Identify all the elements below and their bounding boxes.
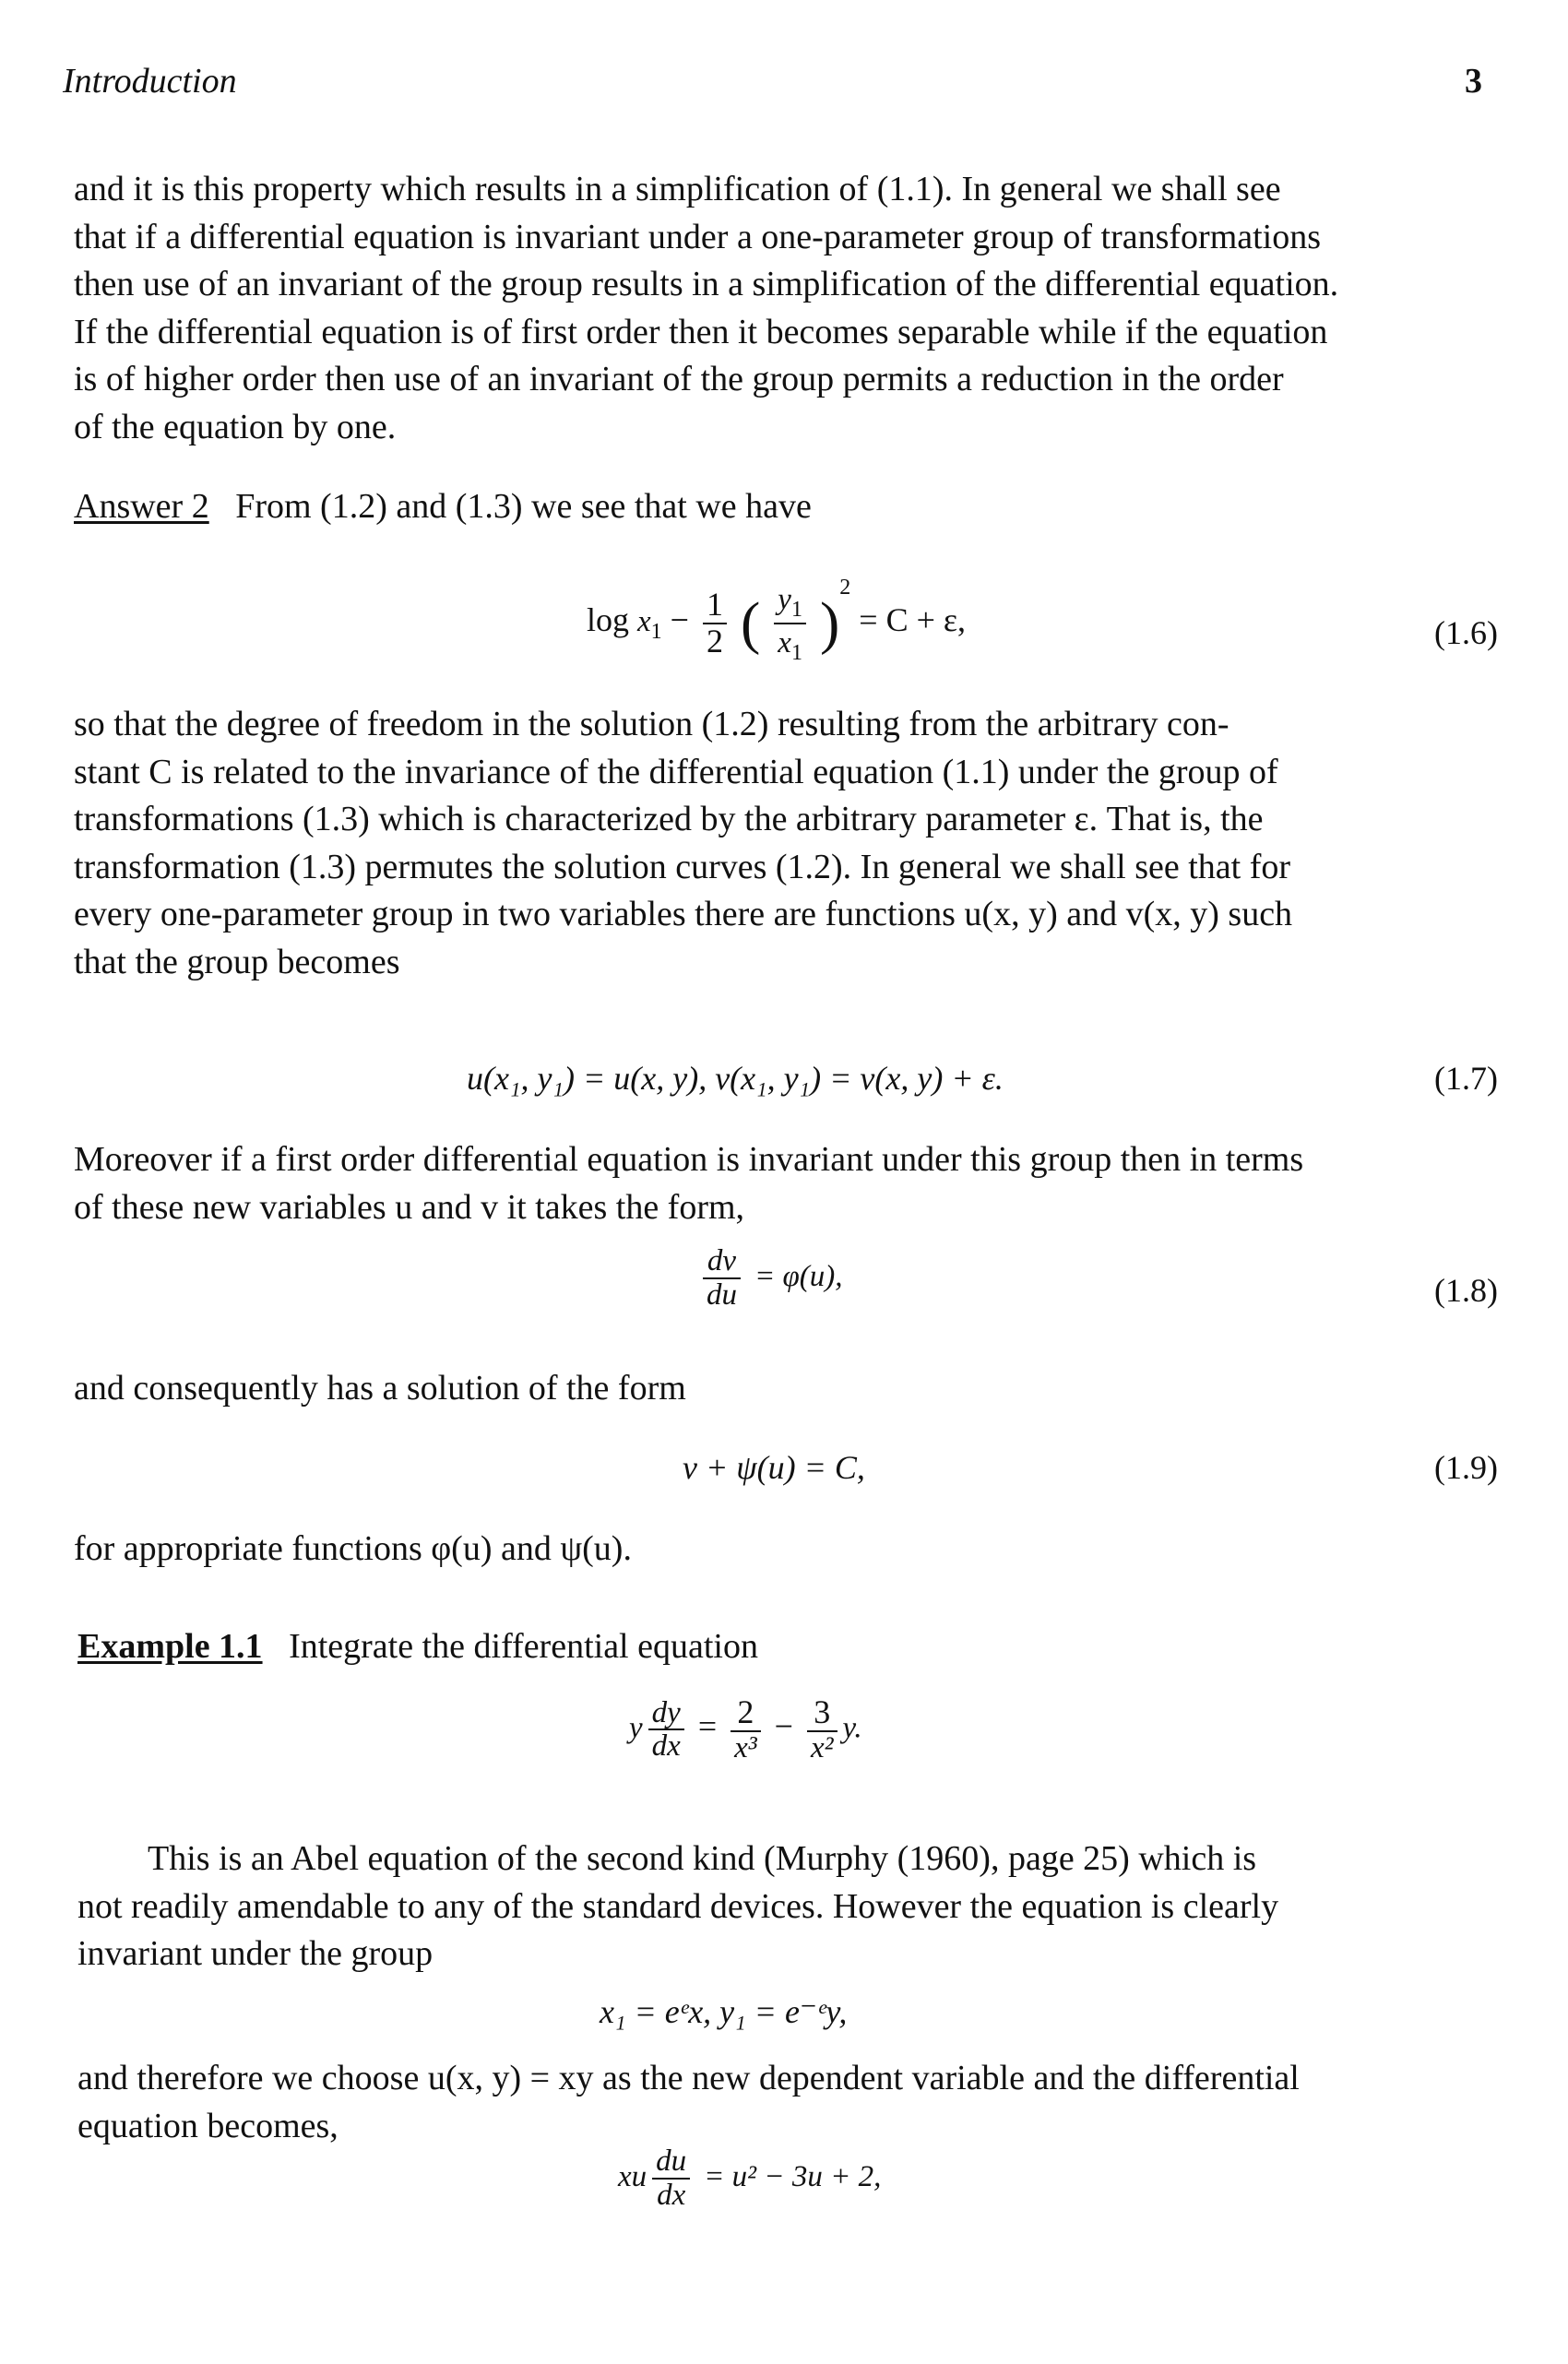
- paragraph-line: stant C is related to the invariance of the differential equation (1.1) under the group of: [74, 752, 1278, 791]
- paragraph-line: and therefore we choose u(x, y) = xy as the new dependent variable and the differential: [77, 2059, 1300, 2097]
- frac-den: [774, 624, 806, 665]
- frac-den: du: [707, 1277, 737, 1312]
- dy-dx-fraction: [648, 1697, 684, 1763]
- paragraph-line: of these new variables u and v it takes the form,: [74, 1187, 745, 1227]
- paragraph-line: every one-parameter group in two variables there are functions u(x, y) and v(x, y) such: [74, 895, 1293, 933]
- frac-num: [774, 581, 806, 624]
- equation-number-1-9: (1.9): [1434, 1449, 1498, 1486]
- paragraph-3: [74, 1136, 1491, 1231]
- eq-var: x: [637, 605, 651, 638]
- paragraph-line: equation becomes,: [77, 2106, 339, 2145]
- eq-var: y: [629, 1711, 643, 1745]
- frac-num: 3: [807, 1695, 837, 1732]
- paragraph-line: so that the degree of freedom in the solution (1.2) resulting from the arbitrary con-: [74, 705, 1229, 743]
- page-number: 3: [1465, 62, 1482, 101]
- frac-den: x²: [810, 1730, 834, 1764]
- paragraph-line: transformation (1.3) permutes the solution curves (1.2). In general we shall see that for: [74, 847, 1291, 886]
- frac-num: dy: [648, 1697, 684, 1731]
- three-over-x2-fraction: [807, 1695, 837, 1764]
- answer-2-label: Answer 2: [74, 487, 209, 526]
- eq-equals: =: [697, 1707, 718, 1745]
- paragraph-line: not readily amendable to any of the standard devices. However the equation is clearly: [77, 1886, 1279, 1926]
- paragraph-4: and consequently has a solution of the form: [74, 1369, 686, 1408]
- half-fraction: [703, 585, 727, 659]
- frac-den: x³: [734, 1730, 757, 1764]
- eq-minus: −: [670, 601, 689, 638]
- eq-rhs: = φ(u),: [754, 1259, 843, 1293]
- left-paren: (: [740, 589, 761, 656]
- running-title: Introduction: [63, 62, 237, 101]
- paragraph-line: then use of an invariant of the group results in a simplification of the differential equation.: [74, 265, 1339, 303]
- eq-minus: −: [774, 1707, 793, 1745]
- example-text: Integrate the differential equation: [289, 1627, 758, 1666]
- dv-du-fraction: [703, 1245, 741, 1311]
- eq-exponent: 2: [839, 576, 851, 600]
- du-dx-fraction: [652, 2145, 690, 2211]
- equation-1-9: v + ψ(u) = C,: [683, 1449, 865, 1486]
- example-1-1-line: [77, 1623, 1494, 1671]
- paragraph-line: of the equation by one.: [74, 407, 397, 446]
- paragraph-2: [74, 701, 1491, 986]
- frac-den: dx: [651, 1729, 681, 1764]
- paragraph-line: invariant under the group: [77, 1934, 434, 1973]
- frac-den: dx: [657, 2178, 686, 2212]
- eq-sub: 1: [790, 598, 802, 623]
- paragraph-line: is of higher order then use of an invariant of the group permits a reduction in the order: [74, 360, 1284, 398]
- eq-tail: y.: [842, 1711, 862, 1745]
- paragraph-5: for appropriate functions φ(u) and ψ(u).: [74, 1529, 632, 1568]
- group-equation: x₁ = eᵉx, y₁ = e⁻ᵉy,: [600, 1993, 848, 2030]
- paragraph-line: transformations (1.3) which is characterized by the arbitrary parameter ε. That is, the: [74, 800, 1264, 838]
- paragraph-line: This is an Abel equation of the second kind (Murphy (1960), page 25) which is: [148, 1839, 1257, 1878]
- eq-sub: 1: [650, 620, 662, 645]
- frac-num: 2: [731, 1695, 761, 1732]
- eq-rhs: = u² − 3u + 2,: [704, 2159, 882, 2193]
- eq-lhs: xu: [618, 2159, 647, 2193]
- paragraph-line: Moreover if a first order differential equation is invariant under this group then in terms: [74, 1140, 1304, 1179]
- eq-var: x: [778, 625, 791, 659]
- equation-1-7: u(x₁, y₁) = u(x, y), v(x₁, y₁) = v(x, y) + ε.: [467, 1060, 1004, 1097]
- equation-number-1-7: (1.7): [1434, 1060, 1498, 1097]
- example-label: Example 1.1: [77, 1627, 263, 1666]
- ratio-fraction: [774, 581, 806, 665]
- answer-2-line: [74, 483, 1491, 531]
- frac-num: 1: [703, 588, 727, 624]
- answer-2-text: From (1.2) and (1.3) we see that we have: [235, 487, 812, 526]
- frac-num: dv: [703, 1245, 741, 1279]
- frac-num: du: [652, 2145, 690, 2180]
- right-paren: ): [819, 589, 840, 656]
- frac-den: 2: [706, 622, 723, 659]
- eq-sub: 1: [790, 640, 802, 665]
- final-equation: [618, 2145, 881, 2211]
- paragraph-line: If the differential equation is of first order then it becomes separable while if the equation: [74, 312, 1328, 351]
- log-symbol: log: [587, 601, 630, 638]
- two-over-x3-fraction: [731, 1695, 761, 1764]
- eq-var: y: [778, 583, 791, 617]
- paragraph-line: that the group becomes: [74, 942, 400, 981]
- equation-number-1-6: (1.6): [1434, 614, 1498, 651]
- paragraph-7: [77, 2055, 1494, 2150]
- equation-1-8: [697, 1245, 843, 1311]
- paragraph-6: [77, 1835, 1494, 1978]
- paragraph-1: [74, 166, 1491, 451]
- example-equation: [629, 1695, 862, 1764]
- paragraph-line: and it is this property which results in a simplification of (1.1). In general we shall see: [74, 170, 1281, 208]
- eq-rhs: = C + ε,: [859, 601, 966, 638]
- paragraph-line: that if a differential equation is invariant under a one-parameter group of transformations: [74, 217, 1322, 256]
- equation-1-6: [587, 576, 966, 665]
- equation-number-1-8: (1.8): [1434, 1272, 1498, 1309]
